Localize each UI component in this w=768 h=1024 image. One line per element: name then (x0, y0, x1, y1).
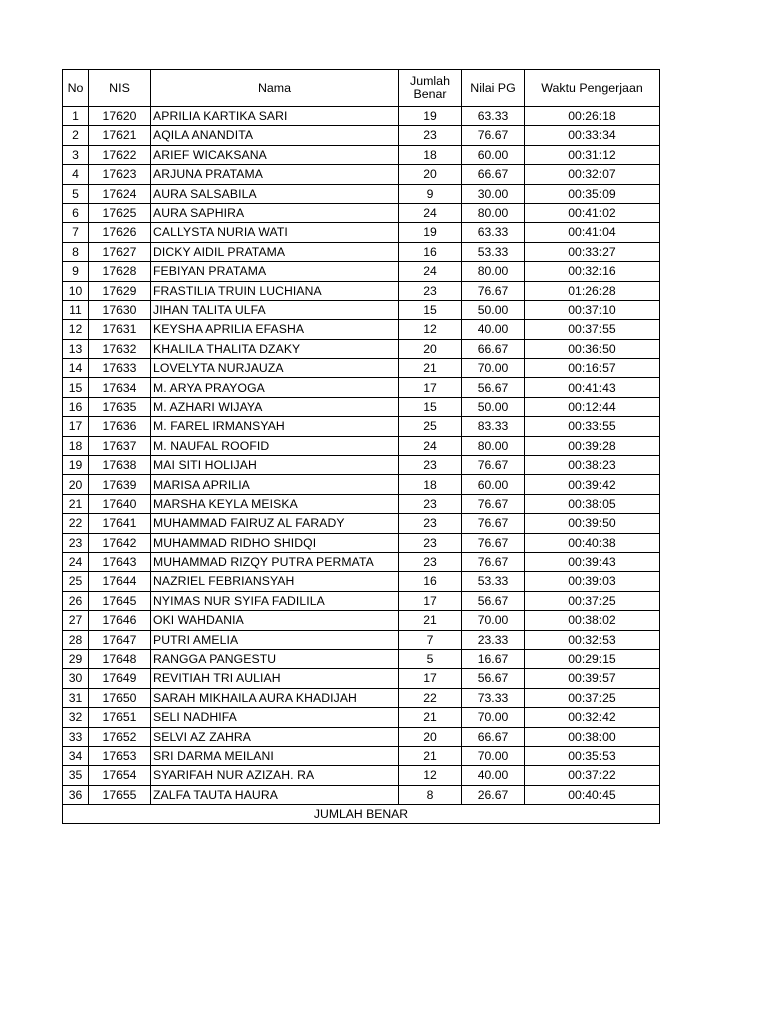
cell-nilai-pg: 60.00 (462, 145, 525, 164)
cell-waktu: 00:40:38 (525, 533, 660, 552)
cell-no: 13 (63, 339, 89, 358)
header-nama: Nama (151, 70, 399, 107)
score-sheet (62, 69, 659, 824)
cell-nilai-pg: 76.67 (462, 281, 525, 300)
cell-nilai-pg: 50.00 (462, 397, 525, 416)
cell-no: 23 (63, 533, 89, 552)
cell-nama: NYIMAS NUR SYIFA FADILILA (151, 591, 399, 610)
cell-jumlah-benar: 20 (399, 165, 462, 184)
table-row (63, 552, 660, 571)
cell-nilai-pg: 53.33 (462, 572, 525, 591)
table-row (63, 746, 660, 765)
cell-jumlah-benar: 24 (399, 203, 462, 222)
cell-waktu: 00:36:50 (525, 339, 660, 358)
cell-nilai-pg: 76.67 (462, 126, 525, 145)
cell-no: 34 (63, 746, 89, 765)
table-row (63, 184, 660, 203)
cell-nilai-pg: 53.33 (462, 242, 525, 261)
cell-waktu: 00:38:23 (525, 456, 660, 475)
cell-nis: 17650 (89, 688, 151, 707)
cell-no: 10 (63, 281, 89, 300)
cell-no: 1 (63, 107, 89, 126)
cell-no: 2 (63, 126, 89, 145)
cell-nilai-pg: 50.00 (462, 300, 525, 319)
cell-no: 28 (63, 630, 89, 649)
table-row (63, 417, 660, 436)
cell-nilai-pg: 26.67 (462, 785, 525, 804)
cell-waktu: 00:12:44 (525, 397, 660, 416)
cell-jumlah-benar: 5 (399, 649, 462, 668)
cell-nilai-pg: 23.33 (462, 630, 525, 649)
cell-nilai-pg: 56.67 (462, 378, 525, 397)
cell-jumlah-benar: 23 (399, 552, 462, 571)
cell-jumlah-benar: 20 (399, 339, 462, 358)
cell-nis: 17647 (89, 630, 151, 649)
table-row (63, 223, 660, 242)
table-body (63, 107, 660, 805)
cell-no: 12 (63, 320, 89, 339)
cell-nilai-pg: 63.33 (462, 107, 525, 126)
cell-jumlah-benar: 17 (399, 591, 462, 610)
cell-waktu: 00:35:09 (525, 184, 660, 203)
cell-nama: OKI WAHDANIA (151, 611, 399, 630)
table-row (63, 708, 660, 727)
table-row (63, 669, 660, 688)
cell-no: 32 (63, 708, 89, 727)
cell-nilai-pg: 40.00 (462, 766, 525, 785)
cell-nama: APRILIA KARTIKA SARI (151, 107, 399, 126)
cell-nilai-pg: 70.00 (462, 746, 525, 765)
cell-nama: CALLYSTA NURIA WATI (151, 223, 399, 242)
cell-nis: 17637 (89, 436, 151, 455)
cell-waktu: 00:32:53 (525, 630, 660, 649)
cell-waktu: 00:41:02 (525, 203, 660, 222)
cell-nis: 17643 (89, 552, 151, 571)
cell-nama: AURA SALSABILA (151, 184, 399, 203)
cell-no: 20 (63, 475, 89, 494)
cell-nis: 17628 (89, 262, 151, 281)
cell-nama: ARIEF WICAKSANA (151, 145, 399, 164)
cell-no: 31 (63, 688, 89, 707)
cell-waktu: 00:33:34 (525, 126, 660, 145)
cell-nilai-pg: 56.67 (462, 669, 525, 688)
cell-waktu: 00:32:07 (525, 165, 660, 184)
table-row (63, 320, 660, 339)
cell-nama: M. ARYA PRAYOGA (151, 378, 399, 397)
cell-nis: 17653 (89, 746, 151, 765)
cell-jumlah-benar: 21 (399, 359, 462, 378)
cell-jumlah-benar: 24 (399, 436, 462, 455)
header-row (63, 70, 660, 107)
cell-jumlah-benar: 21 (399, 746, 462, 765)
cell-no: 26 (63, 591, 89, 610)
header-nilai-pg: Nilai PG (462, 70, 525, 107)
cell-nama: MUHAMMAD RIDHO SHIDQI (151, 533, 399, 552)
cell-nis: 17623 (89, 165, 151, 184)
cell-jumlah-benar: 21 (399, 611, 462, 630)
cell-nama: M. NAUFAL ROOFID (151, 436, 399, 455)
cell-no: 17 (63, 417, 89, 436)
cell-no: 35 (63, 766, 89, 785)
cell-waktu: 00:37:25 (525, 688, 660, 707)
table-row (63, 436, 660, 455)
cell-no: 36 (63, 785, 89, 804)
cell-waktu: 00:39:57 (525, 669, 660, 688)
cell-waktu: 00:39:42 (525, 475, 660, 494)
cell-jumlah-benar: 19 (399, 223, 462, 242)
cell-nis: 17645 (89, 591, 151, 610)
cell-nama: MARSHA KEYLA MEISKA (151, 494, 399, 513)
table-row (63, 359, 660, 378)
cell-no: 8 (63, 242, 89, 261)
cell-nilai-pg: 76.67 (462, 456, 525, 475)
table-row (63, 378, 660, 397)
table-row (63, 281, 660, 300)
cell-no: 29 (63, 649, 89, 668)
table-row (63, 533, 660, 552)
cell-jumlah-benar: 22 (399, 688, 462, 707)
cell-waktu: 00:41:04 (525, 223, 660, 242)
cell-waktu: 00:33:27 (525, 242, 660, 261)
cell-jumlah-benar: 9 (399, 184, 462, 203)
cell-waktu: 00:16:57 (525, 359, 660, 378)
table-row (63, 611, 660, 630)
cell-no: 25 (63, 572, 89, 591)
cell-nilai-pg: 56.67 (462, 591, 525, 610)
cell-no: 19 (63, 456, 89, 475)
cell-nis: 17620 (89, 107, 151, 126)
table-row (63, 785, 660, 804)
cell-nama: MUHAMMAD RIZQY PUTRA PERMATA (151, 552, 399, 571)
footer-label: JUMLAH BENAR (63, 805, 660, 824)
cell-nama: SRI DARMA MEILANI (151, 746, 399, 765)
cell-no: 4 (63, 165, 89, 184)
cell-waktu: 00:39:43 (525, 552, 660, 571)
table-row (63, 630, 660, 649)
cell-jumlah-benar: 20 (399, 727, 462, 746)
cell-nilai-pg: 30.00 (462, 184, 525, 203)
cell-nama: ARJUNA PRATAMA (151, 165, 399, 184)
cell-jumlah-benar: 7 (399, 630, 462, 649)
cell-nis: 17634 (89, 378, 151, 397)
cell-jumlah-benar: 19 (399, 107, 462, 126)
cell-nama: LOVELYTA NURJAUZA (151, 359, 399, 378)
cell-nis: 17642 (89, 533, 151, 552)
cell-no: 11 (63, 300, 89, 319)
cell-no: 27 (63, 611, 89, 630)
cell-nis: 17631 (89, 320, 151, 339)
cell-no: 33 (63, 727, 89, 746)
cell-jumlah-benar: 24 (399, 262, 462, 281)
cell-nis: 17654 (89, 766, 151, 785)
cell-nis: 17635 (89, 397, 151, 416)
cell-nilai-pg: 83.33 (462, 417, 525, 436)
cell-waktu: 00:38:05 (525, 494, 660, 513)
cell-nilai-pg: 76.67 (462, 533, 525, 552)
cell-jumlah-benar: 17 (399, 378, 462, 397)
cell-nama: PUTRI AMELIA (151, 630, 399, 649)
cell-nama: AQILA ANANDITA (151, 126, 399, 145)
cell-waktu: 00:31:12 (525, 145, 660, 164)
cell-jumlah-benar: 8 (399, 785, 462, 804)
table-row (63, 456, 660, 475)
cell-nama: FEBIYAN PRATAMA (151, 262, 399, 281)
cell-no: 9 (63, 262, 89, 281)
cell-nilai-pg: 66.67 (462, 727, 525, 746)
table-row (63, 145, 660, 164)
cell-nama: AURA SAPHIRA (151, 203, 399, 222)
cell-jumlah-benar: 23 (399, 494, 462, 513)
cell-waktu: 00:32:16 (525, 262, 660, 281)
table-row (63, 339, 660, 358)
cell-waktu: 00:37:10 (525, 300, 660, 319)
cell-nis: 17639 (89, 475, 151, 494)
cell-jumlah-benar: 21 (399, 708, 462, 727)
cell-no: 14 (63, 359, 89, 378)
cell-waktu: 00:38:00 (525, 727, 660, 746)
cell-nis: 17621 (89, 126, 151, 145)
cell-nama: REVITIAH TRI AULIAH (151, 669, 399, 688)
table-row (63, 262, 660, 281)
cell-nilai-pg: 76.67 (462, 494, 525, 513)
cell-nama: FRASTILIA TRUIN LUCHIANA (151, 281, 399, 300)
table-row (63, 591, 660, 610)
cell-nis: 17649 (89, 669, 151, 688)
cell-nama: M. AZHARI WIJAYA (151, 397, 399, 416)
cell-nilai-pg: 70.00 (462, 359, 525, 378)
cell-jumlah-benar: 23 (399, 126, 462, 145)
cell-no: 22 (63, 514, 89, 533)
cell-waktu: 00:40:45 (525, 785, 660, 804)
cell-nis: 17630 (89, 300, 151, 319)
cell-nis: 17652 (89, 727, 151, 746)
cell-waktu: 00:37:55 (525, 320, 660, 339)
cell-waktu: 00:39:50 (525, 514, 660, 533)
cell-waktu: 00:26:18 (525, 107, 660, 126)
cell-nilai-pg: 76.67 (462, 514, 525, 533)
cell-nama: MAI SITI HOLIJAH (151, 456, 399, 475)
cell-nama: JIHAN TALITA ULFA (151, 300, 399, 319)
cell-nis: 17648 (89, 649, 151, 668)
cell-no: 18 (63, 436, 89, 455)
cell-waktu: 01:26:28 (525, 281, 660, 300)
cell-nama: ZALFA TAUTA HAURA (151, 785, 399, 804)
cell-jumlah-benar: 12 (399, 766, 462, 785)
cell-nis: 17646 (89, 611, 151, 630)
cell-waktu: 00:33:55 (525, 417, 660, 436)
cell-nis: 17636 (89, 417, 151, 436)
cell-nama: KEYSHA APRILIA EFASHA (151, 320, 399, 339)
table-row (63, 165, 660, 184)
cell-no: 5 (63, 184, 89, 203)
table-row (63, 397, 660, 416)
cell-no: 30 (63, 669, 89, 688)
cell-no: 6 (63, 203, 89, 222)
cell-nilai-pg: 80.00 (462, 436, 525, 455)
cell-nilai-pg: 80.00 (462, 203, 525, 222)
cell-nis: 17651 (89, 708, 151, 727)
cell-nama: MUHAMMAD FAIRUZ AL FARADY (151, 514, 399, 533)
cell-nis: 17641 (89, 514, 151, 533)
cell-jumlah-benar: 23 (399, 456, 462, 475)
cell-nis: 17638 (89, 456, 151, 475)
table-row (63, 242, 660, 261)
cell-nama: DICKY AIDIL PRATAMA (151, 242, 399, 261)
cell-jumlah-benar: 16 (399, 242, 462, 261)
cell-waktu: 00:39:28 (525, 436, 660, 455)
cell-waktu: 00:39:03 (525, 572, 660, 591)
footer-row (63, 805, 660, 824)
header-nis: NIS (89, 70, 151, 107)
table-row (63, 475, 660, 494)
table-row (63, 514, 660, 533)
table-row (63, 766, 660, 785)
cell-nis: 17633 (89, 359, 151, 378)
cell-nis: 17626 (89, 223, 151, 242)
table-row (63, 107, 660, 126)
cell-no: 16 (63, 397, 89, 416)
cell-nama: RANGGA PANGESTU (151, 649, 399, 668)
cell-nama: MARISA APRILIA (151, 475, 399, 494)
cell-nama: SYARIFAH NUR AZIZAH. RA (151, 766, 399, 785)
table-row (63, 688, 660, 707)
cell-waktu: 00:35:53 (525, 746, 660, 765)
cell-nilai-pg: 76.67 (462, 552, 525, 571)
cell-nama: NAZRIEL FEBRIANSYAH (151, 572, 399, 591)
cell-jumlah-benar: 12 (399, 320, 462, 339)
cell-jumlah-benar: 15 (399, 397, 462, 416)
cell-jumlah-benar: 16 (399, 572, 462, 591)
cell-no: 21 (63, 494, 89, 513)
cell-nis: 17640 (89, 494, 151, 513)
cell-nis: 17627 (89, 242, 151, 261)
cell-nilai-pg: 16.67 (462, 649, 525, 668)
cell-nilai-pg: 63.33 (462, 223, 525, 242)
table-row (63, 126, 660, 145)
cell-no: 15 (63, 378, 89, 397)
cell-nis: 17632 (89, 339, 151, 358)
cell-nama: M. FAREL IRMANSYAH (151, 417, 399, 436)
cell-no: 3 (63, 145, 89, 164)
cell-nama: SELI NADHIFA (151, 708, 399, 727)
cell-nilai-pg: 40.00 (462, 320, 525, 339)
cell-nis: 17655 (89, 785, 151, 804)
cell-nilai-pg: 66.67 (462, 165, 525, 184)
cell-nis: 17629 (89, 281, 151, 300)
header-waktu: Waktu Pengerjaan (525, 70, 660, 107)
cell-no: 24 (63, 552, 89, 571)
cell-jumlah-benar: 18 (399, 145, 462, 164)
cell-nilai-pg: 80.00 (462, 262, 525, 281)
cell-waktu: 00:37:22 (525, 766, 660, 785)
cell-waktu: 00:29:15 (525, 649, 660, 668)
cell-nilai-pg: 66.67 (462, 339, 525, 358)
cell-nis: 17624 (89, 184, 151, 203)
cell-jumlah-benar: 23 (399, 281, 462, 300)
table-row (63, 649, 660, 668)
cell-nilai-pg: 70.00 (462, 611, 525, 630)
cell-waktu: 00:41:43 (525, 378, 660, 397)
cell-nama: SARAH MIKHAILA AURA KHADIJAH (151, 688, 399, 707)
cell-waktu: 00:37:25 (525, 591, 660, 610)
score-table (62, 69, 660, 824)
cell-nilai-pg: 73.33 (462, 688, 525, 707)
table-row (63, 300, 660, 319)
cell-nis: 17625 (89, 203, 151, 222)
table-row (63, 494, 660, 513)
cell-nama: SELVI AZ ZAHRA (151, 727, 399, 746)
cell-jumlah-benar: 17 (399, 669, 462, 688)
cell-jumlah-benar: 23 (399, 533, 462, 552)
cell-waktu: 00:38:02 (525, 611, 660, 630)
cell-jumlah-benar: 18 (399, 475, 462, 494)
cell-jumlah-benar: 25 (399, 417, 462, 436)
cell-waktu: 00:32:42 (525, 708, 660, 727)
table-row (63, 572, 660, 591)
cell-no: 7 (63, 223, 89, 242)
cell-nilai-pg: 60.00 (462, 475, 525, 494)
cell-nama: KHALILA THALITA DZAKY (151, 339, 399, 358)
table-row (63, 203, 660, 222)
cell-nis: 17644 (89, 572, 151, 591)
cell-jumlah-benar: 15 (399, 300, 462, 319)
table-row (63, 727, 660, 746)
header-no: No (63, 70, 89, 107)
cell-nilai-pg: 70.00 (462, 708, 525, 727)
cell-nis: 17622 (89, 145, 151, 164)
header-jumlah-benar: Jumlah Benar (399, 70, 462, 107)
cell-jumlah-benar: 23 (399, 514, 462, 533)
